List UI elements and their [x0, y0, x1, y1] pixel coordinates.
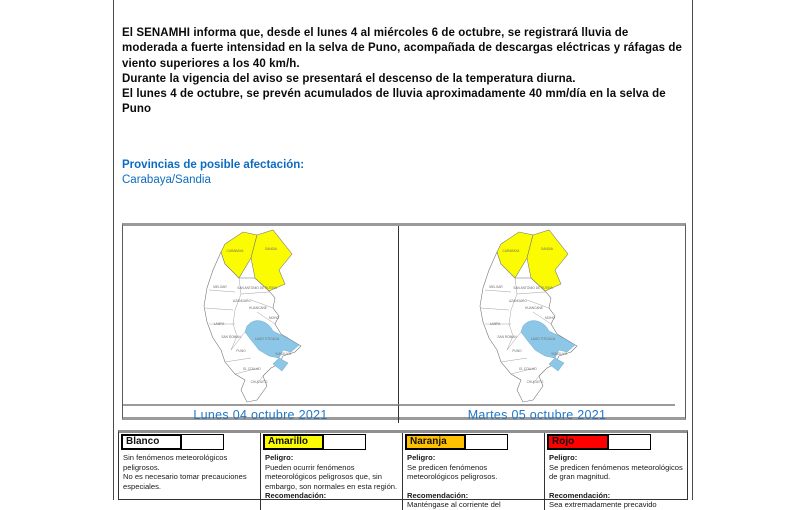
legend-naranja-danger-text: Se predicen fenómenos meteorológicos peligrosos. [407, 462, 498, 482]
province-label: MOHO [545, 316, 555, 320]
province-label: CARABAYA [226, 249, 244, 253]
legend-rojo-danger-label: Peligro: [549, 453, 578, 462]
forecast-maps-panel [122, 223, 686, 420]
province-label: SAN ANTONIO DE PUTINA [237, 286, 277, 290]
province-label: LAGO TITICACA [530, 337, 556, 341]
province-label: SAN ROMAN [221, 335, 241, 339]
map-tuesday [399, 226, 675, 404]
legend-naranja-rec-label: Recomendación: [407, 490, 469, 500]
province-label: EL COLLAO [519, 367, 537, 371]
legend-blanco-text-1: Sin fenómenos meteorológicos peligrosos. [123, 453, 228, 472]
province-label: MELGAR [489, 285, 503, 289]
province-label: PUNO [236, 349, 246, 353]
province-label: SANDIA [265, 247, 277, 251]
legend-swatch-rojo [609, 434, 651, 450]
legend-amarillo-danger-text: Pueden ocurrir fenómenos meteorológicos peligrosos que, sin embargo, son normales en esta región. [265, 462, 398, 491]
affected-provinces-block [122, 158, 684, 188]
legend-label-blanco: Blanco [121, 434, 182, 450]
province-label: LAMPA [489, 322, 501, 326]
map-caption-monday: Lunes 04 octubre 2021 [123, 404, 399, 423]
document-left-border [113, 0, 114, 500]
map-monday [123, 226, 399, 404]
legend-rojo-danger-text: Se predicen fenómenos meteorológicos de gran magnitud. [549, 462, 683, 482]
legend-naranja-rec-text: Manténgase al corriente del [407, 500, 501, 510]
legend-column-blanco [119, 433, 261, 510]
province-label: YUNGUYO [274, 352, 292, 356]
province-label: HUANCANE [249, 306, 267, 310]
province-label: SAN ROMAN [497, 335, 517, 339]
province-label: SANDIA [541, 247, 553, 251]
warning-text-block [122, 26, 684, 118]
province-label: CHUCUITO [526, 380, 544, 384]
province-label: PUNO [512, 349, 522, 353]
province-label: MOHO [269, 316, 279, 320]
legend-swatch-naranja [466, 434, 508, 450]
affected-provinces-heading: Provincias de posible afectación: [122, 159, 305, 171]
legend-swatch-blanco [182, 434, 224, 450]
province-label: MELGAR [213, 285, 227, 289]
legend-rojo-rec-label: Recomendación: [549, 490, 611, 500]
legend-rojo-rec-text: Sea extremadamente precavido [549, 500, 657, 510]
province-label: YUNGUYO [550, 352, 568, 356]
province-label: AZANGARO [509, 299, 527, 303]
map-caption-tuesday: Martes 05 octubre 2021 [399, 404, 675, 423]
legend-label-naranja: Naranja [405, 434, 466, 450]
warning-level-legend-table [118, 430, 688, 510]
legend-naranja-danger-label: Peligro: [407, 453, 436, 462]
province-label: AZANGARO [233, 299, 251, 303]
warning-paragraph-3: El lunes 4 de octubre, se prevén acumulados de lluvia aproximadamente 40 mm/día en la selva de Puno [122, 88, 666, 116]
province-label: CARABAYA [502, 249, 520, 253]
legend-label-amarillo: Amarillo [263, 434, 324, 450]
province-label: LAGO TITICACA [254, 337, 280, 341]
legend-swatch-amarillo [324, 434, 366, 450]
legend-column-rojo [545, 433, 687, 510]
province-label: LAMPA [213, 322, 225, 326]
legend-label-rojo: Rojo [547, 434, 609, 450]
warning-paragraph-1: El SENAMHI informa que, desde el lunes 4 al miércoles 6 de octubre, se registrará lluvia de moderada a fuerte intensidad en la selva de Puno, acompañada de descargas eléctricas y ráfagas de viento superiores a los 40 km/h. [122, 27, 683, 70]
legend-amarillo-rec-label: Recomendación: [265, 491, 327, 501]
document-right-border [692, 0, 693, 500]
affected-provinces-value: Carabaya/Sandia [122, 174, 211, 186]
legend-column-naranja [403, 433, 545, 510]
warning-paragraph-2: Durante la vigencia del aviso se presentará el descenso de la temperatura diurna. [122, 72, 576, 85]
legend-column-amarillo [261, 433, 403, 510]
province-label: HUANCANE [525, 306, 543, 310]
legend-blanco-text-2: No es necesario tomar precauciones especiales. [123, 472, 247, 491]
legend-amarillo-danger-label: Peligro: [265, 453, 294, 462]
province-label: SAN ANTONIO DE PUTINA [513, 286, 553, 290]
province-label: EL COLLAO [243, 367, 261, 371]
province-label: CHUCUITO [250, 380, 268, 384]
puno-province-map [399, 226, 675, 404]
puno-province-map [123, 226, 399, 404]
